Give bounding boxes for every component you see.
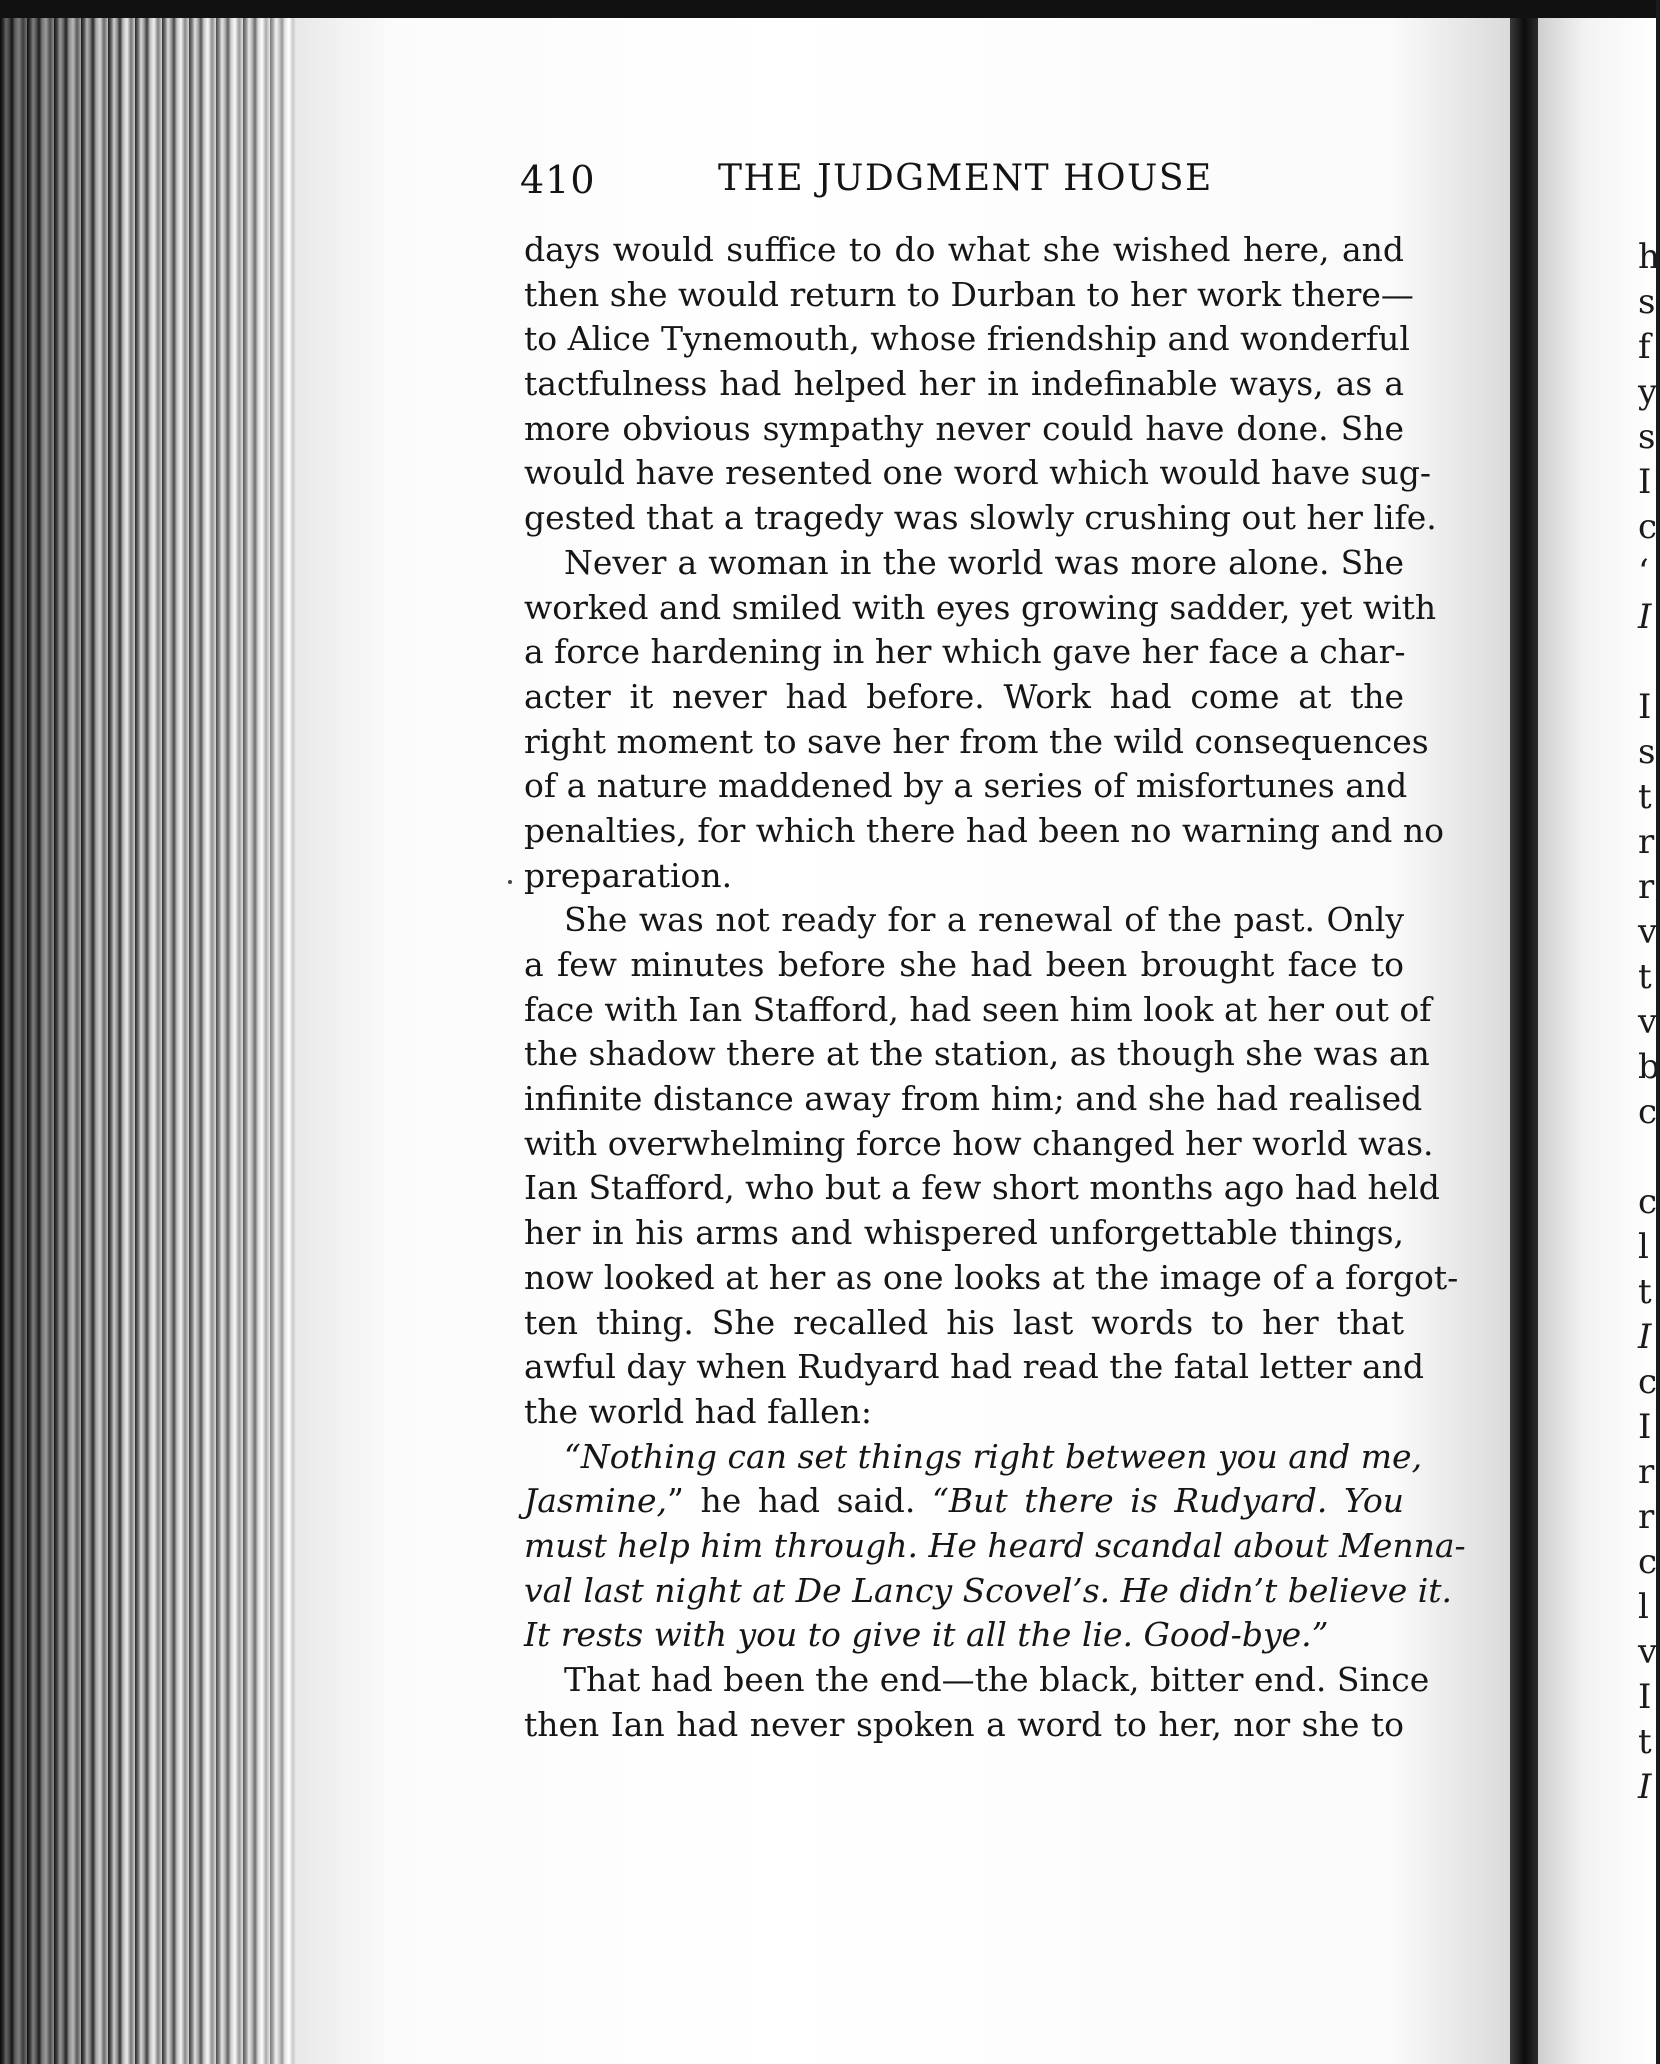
text-line: Ian Stafford, who but a few short months ago had held (524, 1168, 1440, 1208)
text-line: days would suffice to do what she wished here, and (524, 230, 1404, 269)
facing-fragment: I (1638, 462, 1652, 502)
quote-line: val last night at De Lancy Scovel’s. He didn’t believe it. (524, 1570, 1453, 1610)
facing-fragment: s (1638, 417, 1656, 457)
text-line: ten thing. She recalled his last words to her that (524, 1302, 1404, 1342)
facing-fragment: c (1638, 1092, 1658, 1132)
facing-fragment: l (1638, 1227, 1649, 1267)
facing-fragment: y (1638, 372, 1658, 412)
quote-fragment: ” (666, 1481, 684, 1521)
facing-fragment: b (1638, 1047, 1660, 1087)
facing-fragment: r (1638, 822, 1655, 862)
facing-fragment: s (1638, 282, 1656, 322)
facing-fragment: I (1638, 687, 1652, 727)
text-line: more obvious sympathy never could have done. She (524, 408, 1404, 448)
facing-fragment: f (1638, 327, 1651, 367)
text-line: awful day when Rudyard had read the fatal letter and (524, 1347, 1425, 1387)
text-line: worked and smiled with eyes growing sadder, yet with (524, 587, 1437, 627)
page-header (520, 158, 1213, 206)
facing-fragment: t (1638, 1722, 1652, 1762)
text-line: acter it never had before. Work had come at the (524, 676, 1404, 716)
facing-fragment: I (1638, 1407, 1652, 1447)
text-line: then Ian had never spoken a word to her, nor she to (524, 1704, 1404, 1744)
stray-mark (508, 880, 512, 884)
text-line: face with Ian Stafford, had seen him look at her out of (524, 989, 1432, 1029)
facing-page (1538, 18, 1660, 2064)
text-line: would have resented one word which would have sug- (524, 453, 1432, 493)
quote-line (524, 1479, 1404, 1524)
text-line: infinite distance away from him; and she had realised (524, 1079, 1423, 1119)
text-line: tactfulness had helped her in indefinable ways, as a (524, 364, 1404, 404)
facing-fragment: t (1638, 1272, 1652, 1312)
facing-fragment: c (1638, 1362, 1658, 1402)
facing-fragment: v (1638, 912, 1658, 952)
text-line: the shadow there at the station, as though she was an (524, 1034, 1430, 1074)
book-gutter (1510, 18, 1538, 2064)
text-line: of a nature maddened by a series of misfortunes and (524, 766, 1408, 806)
facing-fragment: r (1638, 1452, 1655, 1492)
text-line: a few minutes before she had been brought face to (524, 945, 1404, 984)
quote-line: “Nothing can set things right between you and me, (564, 1436, 1423, 1476)
quote-fragment: Jasmine, (524, 1481, 667, 1521)
page-edges (0, 18, 300, 2064)
facing-fragment: l (1638, 1587, 1649, 1627)
text-line: the world had fallen: (524, 1391, 873, 1431)
facing-fragment: c (1638, 1182, 1658, 1222)
facing-fragment: c (1638, 507, 1658, 547)
facing-fragment: t (1638, 957, 1652, 997)
text-line: a force hardening in her which gave her face a char- (524, 632, 1406, 672)
facing-fragment: s (1638, 732, 1656, 772)
text-line: with overwhelming force how changed her world was. (524, 1123, 1434, 1163)
facing-fragment: I (1638, 597, 1652, 637)
quote-line: must help him through. He heard scandal about Menna- (524, 1525, 1466, 1565)
quote-fragment: he had said. (683, 1481, 933, 1521)
text-line: her in his arms and whispered unforgettable things, (524, 1213, 1404, 1253)
facing-fragment: I (1638, 1317, 1652, 1357)
facing-fragment: t (1638, 777, 1652, 817)
page-number: 410 (520, 158, 596, 202)
text-line: gested that a tragedy was slowly crushing out her life. (524, 498, 1437, 538)
text-line: She was not ready for a renewal of the past. Only (564, 900, 1404, 940)
facing-fragment: I (1638, 1767, 1652, 1807)
text-line: to Alice Tynemouth, whose friendship and wonderful (524, 319, 1410, 359)
running-head: THE JUDGMENT HOUSE (718, 158, 1213, 199)
facing-fragment: c (1638, 1542, 1658, 1582)
quote-fragment: “But there is Rudyard. You (932, 1481, 1405, 1521)
facing-fragment: h (1638, 237, 1660, 277)
text-line: then she would return to Durban to her work there— (524, 274, 1414, 314)
body-text (524, 228, 1466, 1747)
text-line: now looked at her as one looks at the image of a forgot- (524, 1257, 1459, 1297)
text-line: right moment to save her from the wild consequences (524, 721, 1429, 761)
quote-line: It rests with you to give it all the lie. Good-bye.” (524, 1615, 1329, 1655)
facing-fragment: v (1638, 1632, 1658, 1672)
facing-fragment: v (1638, 1002, 1658, 1042)
facing-fragment: r (1638, 1497, 1655, 1537)
facing-fragment: ‘ (1638, 552, 1649, 592)
text-line: penalties, for which there had been no warning and no (524, 810, 1444, 850)
text-line: Never a woman in the world was more alone. She (564, 542, 1404, 582)
facing-fragment: r (1638, 867, 1655, 907)
facing-fragment: I (1638, 1677, 1652, 1717)
text-line: That had been the end—the black, bitter end. Since (564, 1660, 1430, 1699)
text-line: preparation. (524, 855, 733, 895)
